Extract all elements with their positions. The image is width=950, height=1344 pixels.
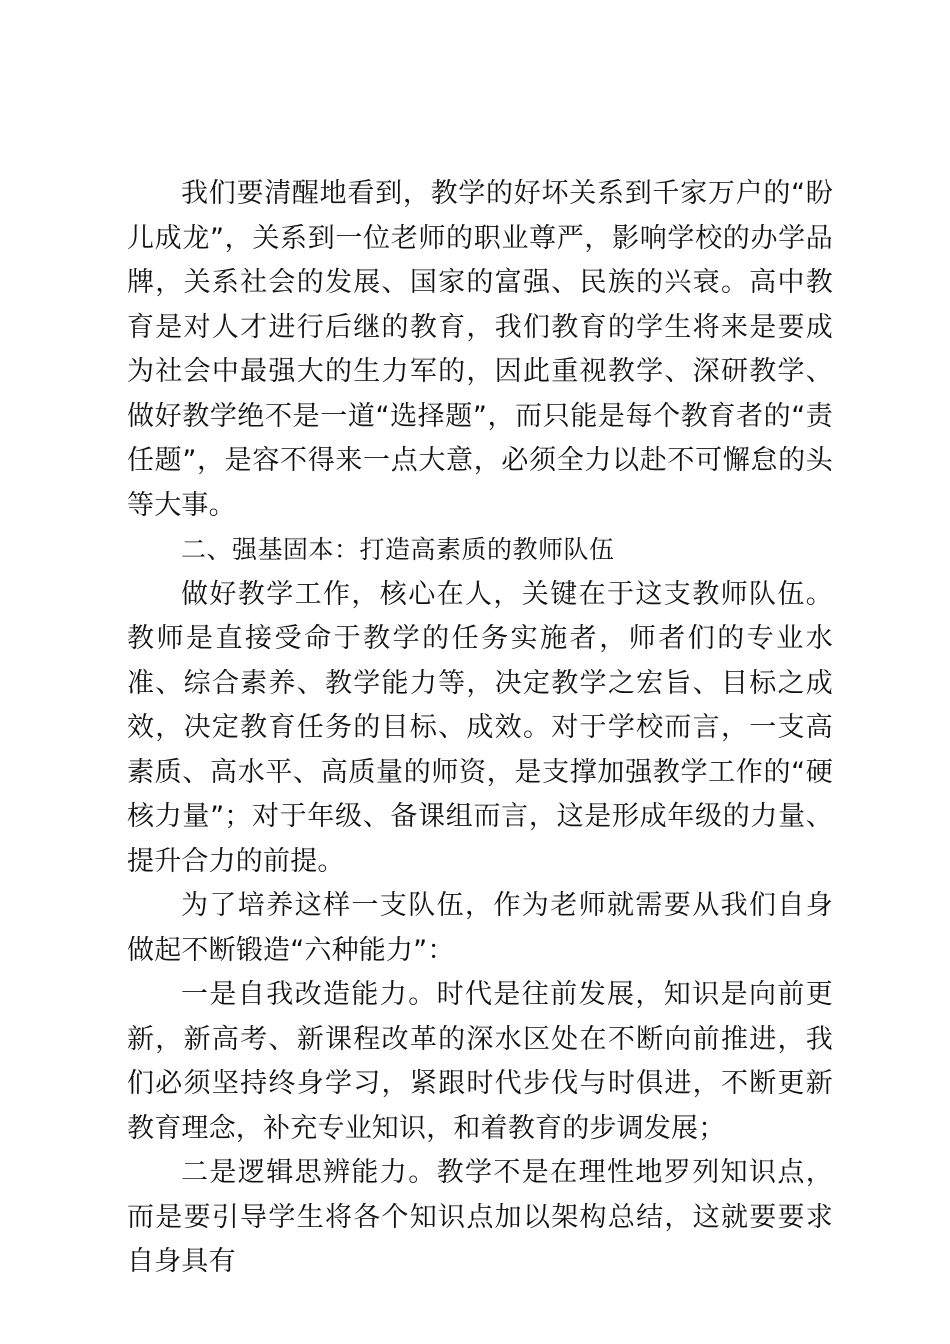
document-body: [127, 172, 833, 1285]
paragraph-six-abilities-intro: 为了培养这样一支队伍，作为老师就需要从我们自身做起不断锻造“六种能力”：: [127, 890, 833, 966]
paragraph-importance-of-teaching: 我们要清醒地看到，教学的好坏关系到千家万户的“盼儿成龙”，关系到一位老师的职业尊严，影响学校的办学品牌，关系社会的发展、国家的富强、民族的兴衰。高中教育是对人才进行后继的教育，我们教育的学生将来是要成为社会中最强大的生力军的，因此重视教学、深研教学、做好教学绝不是一道“选择题”，而只能是每个教育者的“责任题”，是容不得来一点大意，必须全力以赴不可懈怠的头等大事。: [127, 178, 833, 521]
section-heading-teacher-team: 二、强基固本：打造高素质的教师队伍: [181, 535, 615, 564]
paragraph-self-improvement-ability: 一是自我改造能力。时代是往前发展，知识是向前更新，新高考、新课程改革的深水区处在不断向前推进，我们必须坚持终身学习，紧跟时代步伐与时俱进，不断更新教育理念，补充专业知识，和着教育的步调发展；: [127, 979, 833, 1144]
paragraph-teacher-team-core: 做好教学工作，核心在人，关键在于这支教师队伍。教师是直接受命于教学的任务实施者，师者们的专业水准、综合素养、教学能力等，决定教学之宏旨、目标之成效，决定教育任务的目标、成效。对于学校而言，一支高素质、高水平、高质量的师资，是支撑加强教学工作的“硬核力量”；对于年级、备课组而言，这是形成年级的力量、提升合力的前提。: [127, 578, 833, 877]
paragraph-logical-reasoning-ability: 二是逻辑思辨能力。教学不是在理性地罗列知识点，而是要引导学生将各个知识点加以架构总结，这就要要求自身具有: [127, 1157, 833, 1277]
